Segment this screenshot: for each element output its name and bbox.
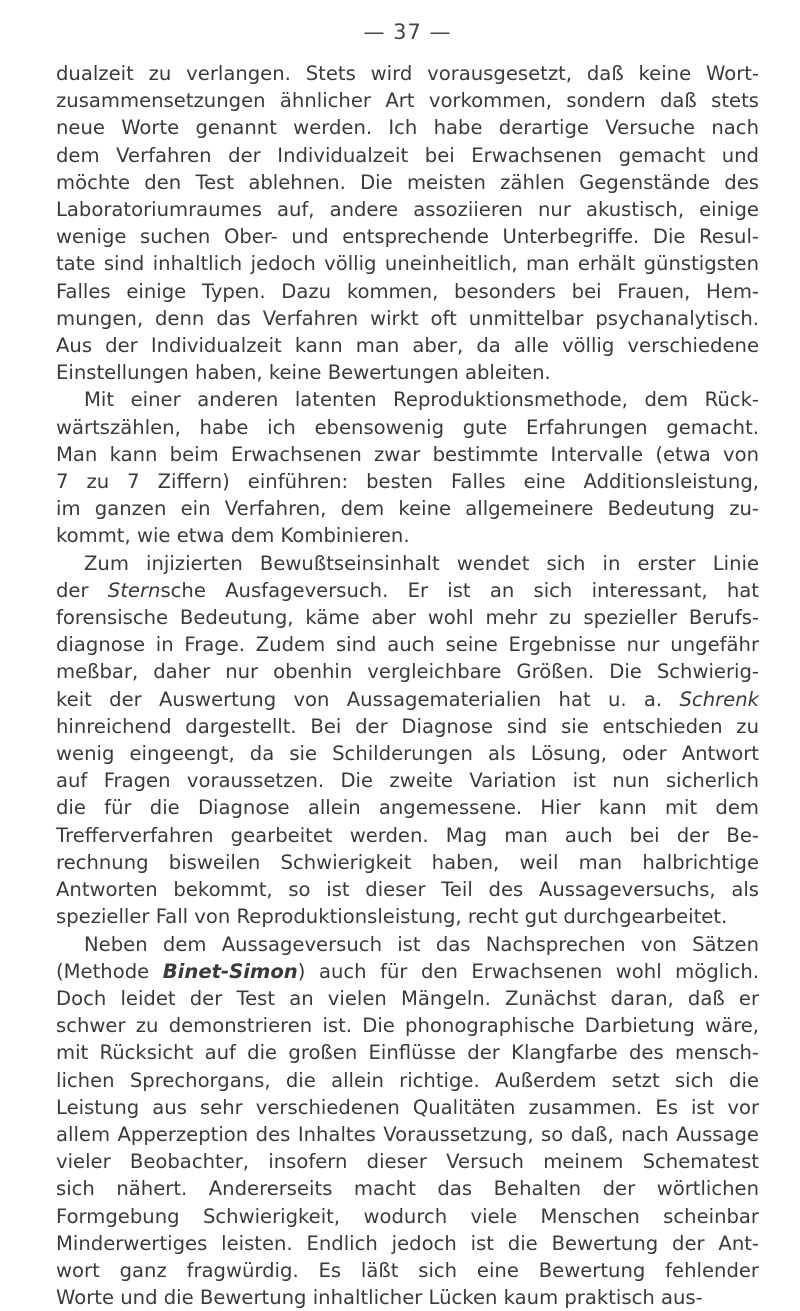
text-line: wenige suchen Ober- und entsprechende Unterbegriffe. Die Resul- xyxy=(56,225,759,249)
page-number: — 37 — xyxy=(363,20,452,44)
text-line: neue Worte genannt werden. Ich habe derartige Versuche nach xyxy=(56,116,759,140)
text-line: im ganzen ein Verfahren, dem keine allgemeinere Bedeutung zu- xyxy=(56,497,759,521)
text-line: hinreichend dargestellt. Bei der Diagnose sind sie entschieden zu xyxy=(56,714,759,738)
text-line: rechnung bisweilen Schwierigkeit haben, weil man halbrichtige xyxy=(56,850,759,874)
text-line: diagnose in Frage. Zudem sind auch seine Ergebnisse nur ungefähr xyxy=(56,633,759,657)
italic-name: Stern xyxy=(107,578,161,602)
text-line: Einstellungen haben, keine Bewertungen ableiten. xyxy=(56,361,551,385)
text-line: zusammensetzungen ähnlicher Art vorkommen, sondern daß stets xyxy=(56,89,759,113)
text-line: Trefferverfahren gearbeitet werden. Mag man auch bei der Be- xyxy=(56,823,759,847)
text-line: Formgebung Schwierigkeit, wodurch viele Menschen scheinbar xyxy=(56,1204,759,1228)
text-line: Mit einer anderen latenten Reproduktionsmethode, dem Rück- xyxy=(84,388,759,412)
text-line: Worte und die Bewertung inhaltlicher Lücken kaum praktisch aus- xyxy=(56,1286,703,1310)
text-line: Man kann beim Erwachsenen zwar bestimmte Intervalle (etwa von xyxy=(56,442,759,466)
bold-italic-name: Binet-Simon xyxy=(162,959,298,983)
text-line: wärtszählen, habe ich ebensowenig gute Erfahrungen gemacht. xyxy=(56,415,759,439)
text-line: Aus der Individualzeit kann man aber, da alle völlig verschiedene xyxy=(56,334,759,358)
text-line: spezieller Fall von Reproduktionsleistung, recht gut durchgearbeitet. xyxy=(56,905,728,929)
text-line: mungen, denn das Verfahren wirkt oft unmittelbar psychanalytisch. xyxy=(56,306,759,330)
text-line: allem Apperzeption des Inhaltes Voraussetzung, so daß, nach Aussage xyxy=(56,1122,759,1146)
text-line: schwer zu demonstrieren ist. Die phonographische Darbietung wäre, xyxy=(56,1014,759,1038)
text-line: Falles einige Typen. Dazu kommen, besonders bei Frauen, Hem- xyxy=(56,279,759,303)
text-line: tate sind inhaltlich jedoch völlig uneinheitlich, man erhält günstigsten xyxy=(56,252,759,276)
text-line: vieler Beobachter, insofern dieser Versuch meinem Schematest xyxy=(56,1150,759,1174)
text-line: Antworten bekommt, so ist dieser Teil des Aussageversuchs, als xyxy=(56,878,759,902)
text-line: kommt, wie etwa dem Kombinieren. xyxy=(56,524,410,548)
text-line: möchte den Test ablehnen. Die meisten zählen Gegenstände des xyxy=(56,170,759,194)
text-line: (Methode Binet-Simon) auch für den Erwachsenen wohl möglich. xyxy=(56,959,759,983)
text-line: mit Rücksicht auf die großen Einflüsse der Klangfarbe des mensch- xyxy=(56,1041,759,1065)
text-line: dem Verfahren der Individualzeit bei Erwachsenen gemacht und xyxy=(56,143,759,167)
text-line: der Sternsche Ausfageversuch. Er ist an sich interessant, hat xyxy=(56,578,759,602)
text-line: meßbar, daher nur obenhin vergleichbare Größen. Die Schwierig- xyxy=(56,660,759,684)
text-line: Laboratoriumraumes auf, andere assoziieren nur akustisch, einige xyxy=(56,198,759,222)
text-line: auf Fragen voraussetzen. Die zweite Variation ist nun sicherlich xyxy=(56,769,759,793)
text-line: 7 zu 7 Ziffern) einführen: besten Falles eine Additionsleistung, xyxy=(56,470,759,494)
text-line: dualzeit zu verlangen. Stets wird vorausgesetzt, daß keine Wort- xyxy=(56,62,759,85)
text-line: forensische Bedeutung, käme aber wohl mehr zu spezieller Berufs- xyxy=(56,606,759,630)
body-text xyxy=(56,60,759,1311)
text-line: lichen Sprechorgans, die allein richtige. Außerdem setzt sich die xyxy=(56,1068,759,1092)
text-line: sich nähert. Andererseits macht das Behalten der wörtlichen xyxy=(56,1177,759,1201)
text-line: die für die Diagnose allein angemessene. Hier kann mit dem xyxy=(56,796,759,820)
text-line: Minderwertiges leisten. Endlich jedoch ist die Bewertung der Ant- xyxy=(56,1231,759,1255)
text-line: keit der Auswertung von Aussagematerialien hat u. a. Schrenk xyxy=(56,687,759,711)
italic-name: Schrenk xyxy=(679,687,759,711)
text-line: wort ganz fragwürdig. Es läßt sich eine Bewertung fehlender xyxy=(56,1258,759,1282)
text-line: Leistung aus sehr verschiedenen Qualitäten zusammen. Es ist vor xyxy=(56,1095,759,1119)
text-line: Neben dem Aussageversuch ist das Nachsprechen von Sätzen xyxy=(84,932,759,956)
text-line: wenig eingeengt, da sie Schilderungen als Lösung, oder Antwort xyxy=(56,742,759,766)
book-page xyxy=(56,0,759,1310)
text-line: Doch leidet der Test an vielen Mängeln. Zunächst daran, daß er xyxy=(56,986,759,1010)
text-line: Zum injizierten Bewußtseinsinhalt wendet sich in erster Linie xyxy=(84,551,759,575)
